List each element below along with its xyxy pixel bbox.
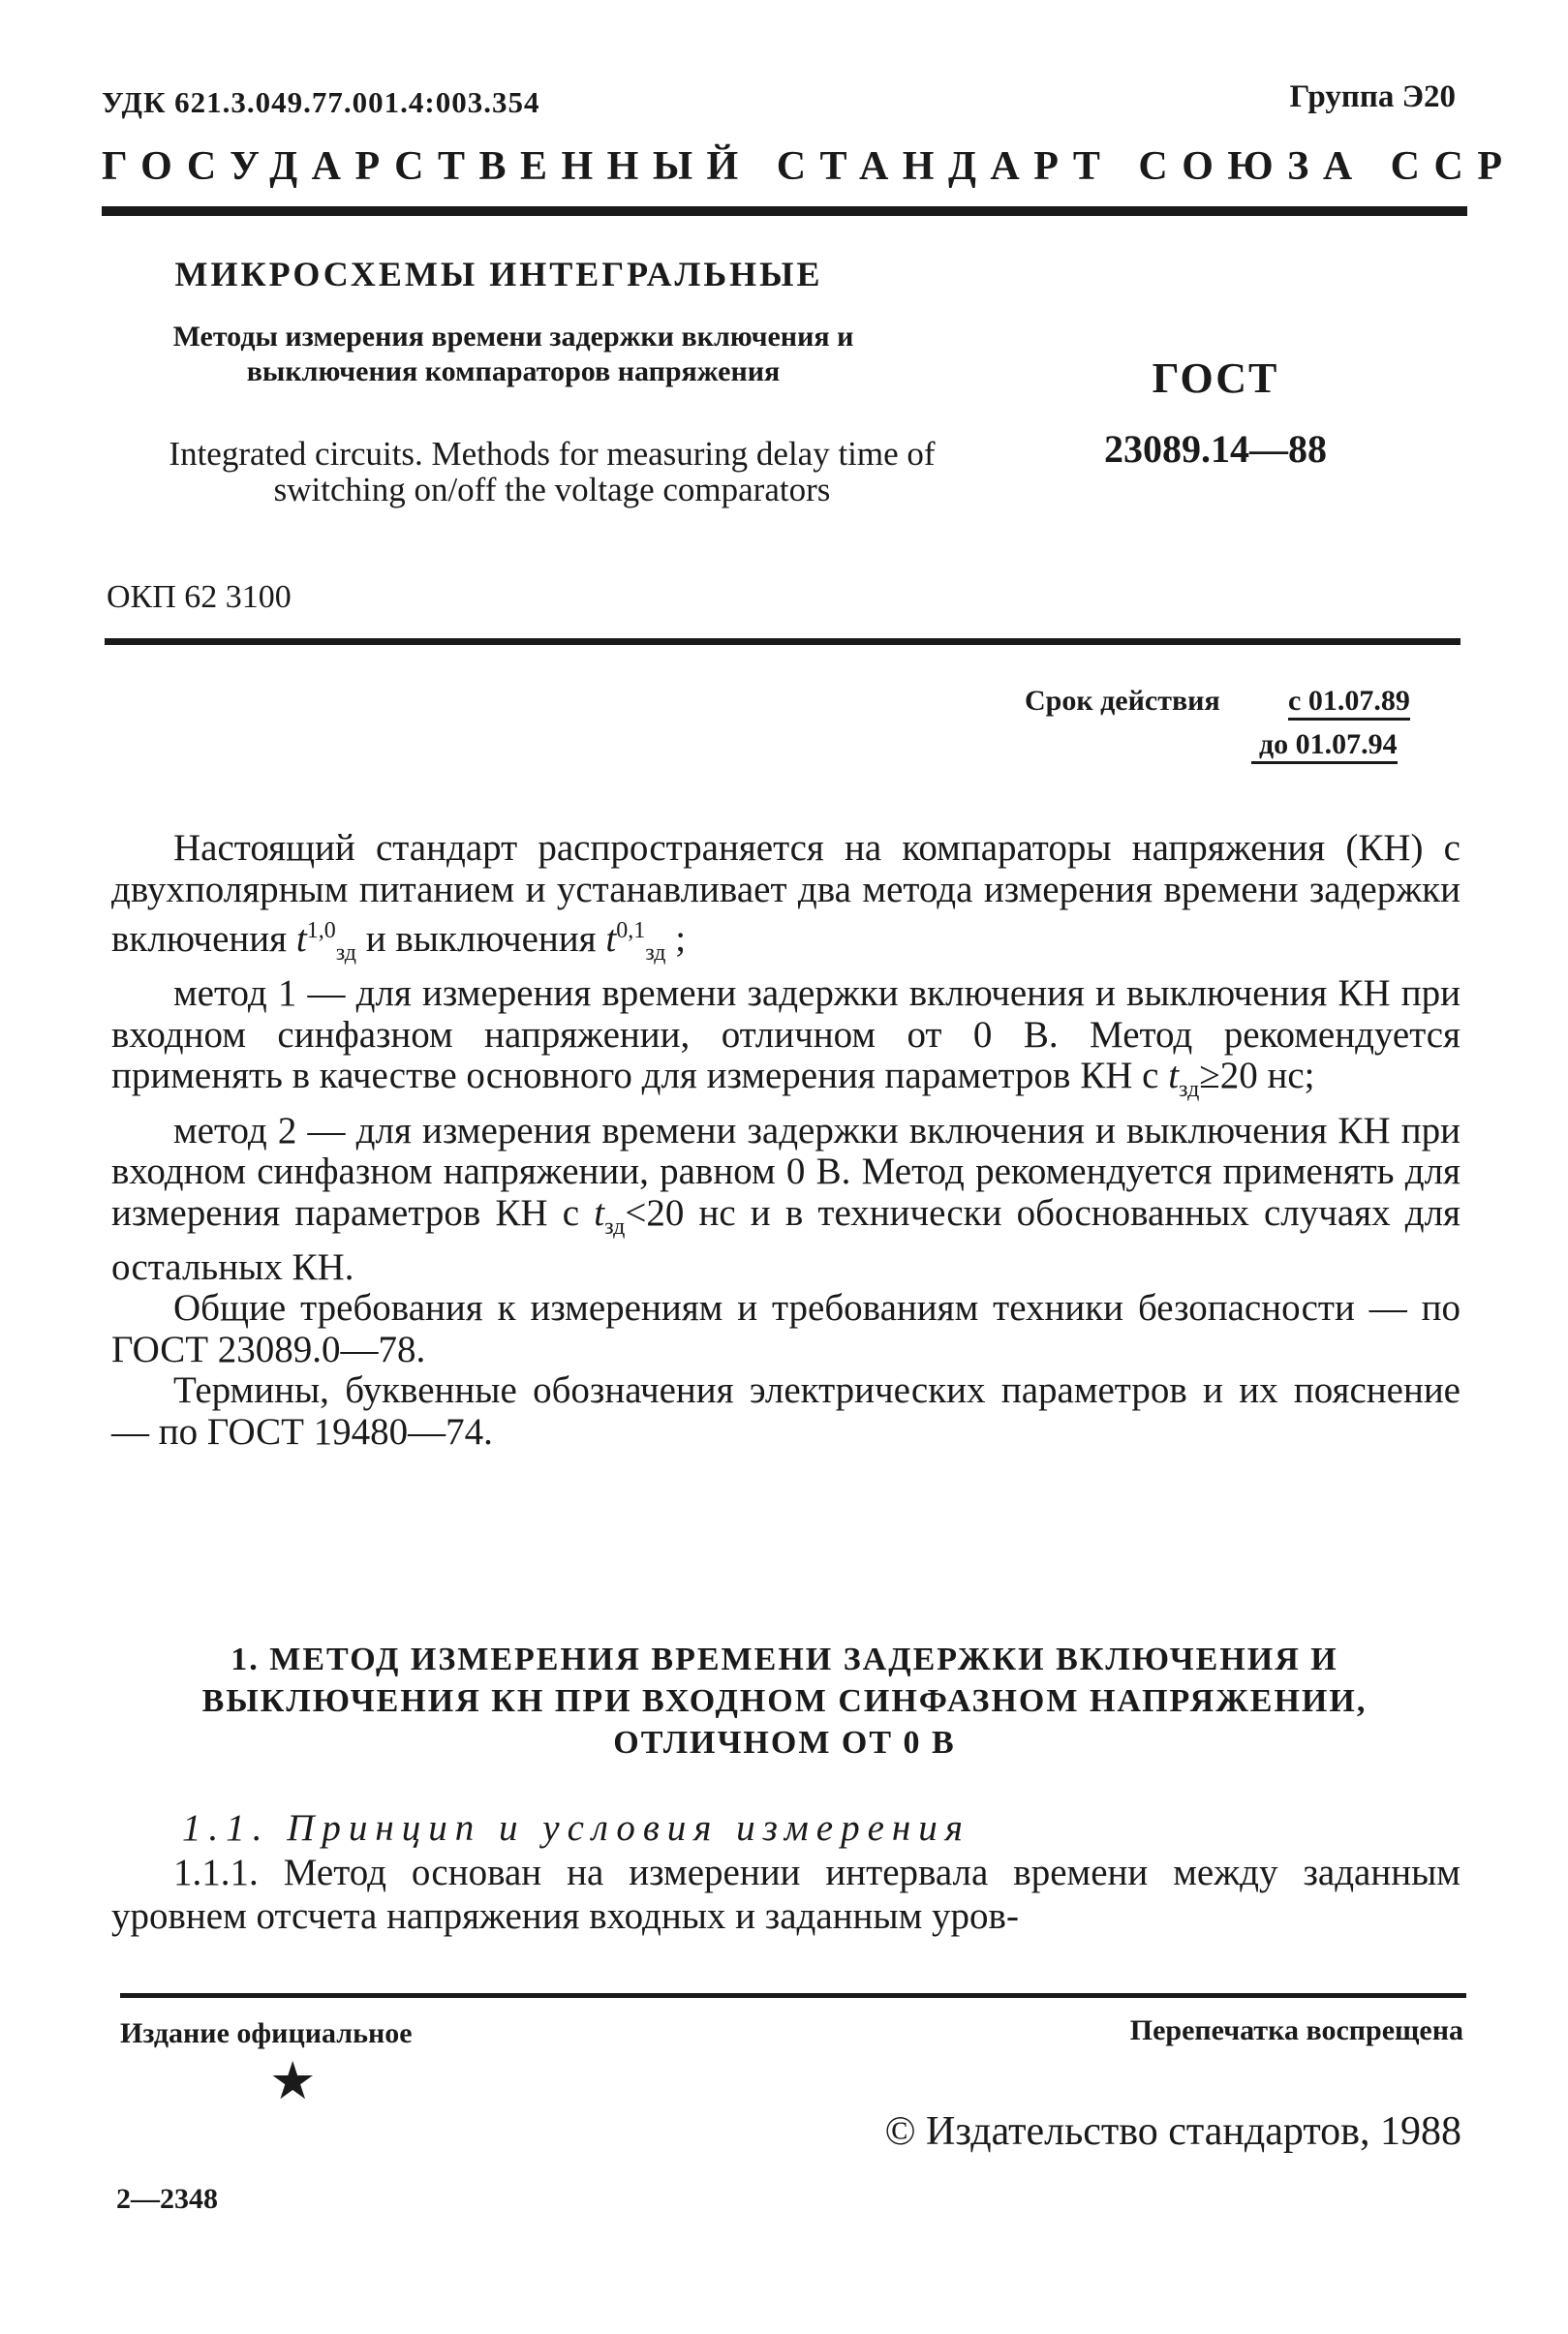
print-code: 2—2348 <box>116 2183 218 2215</box>
group-code: Группа Э20 <box>1289 79 1456 114</box>
footer-rule <box>120 1993 1466 1998</box>
terms-paragraph: Термины, буквенные обозначения электрических параметров и их пояснение — по ГОСТ 19480—74. <box>111 1369 1460 1453</box>
intro-paragraph: Настоящий стандарт распространяется на компараторы напряжения (КН) с двухполярным питанием и устанавливает два метода измерения времени задержки включения $t^{1,0}_{зд}$ и выключения $t^{0,1}_{зд}$ ; <box>111 827 1460 966</box>
method-1-paragraph: метод 1 — для измерения времени задержки включения и выключения КН при входном синфазном напряжении, отличном от 0 В. Метод рекомендуется применять в качестве основного для измерения параметров КН с $t_{зд}\ge 20$ нс; <box>111 972 1460 1103</box>
validity-from: с 01.07.89 <box>1288 685 1410 721</box>
publisher-copyright: © Издательство стандартов, 1988 <box>884 2109 1461 2154</box>
clause-1-1-1 <box>111 1851 1460 1938</box>
state-standard-banner: ГОСУДАРСТВЕННЫЙ СТАНДАРТ СОЮЗА ССР <box>102 144 1517 189</box>
star-icon: ★ <box>269 2052 317 2110</box>
section-1-heading: 1. МЕТОД ИЗМЕРЕНИЯ ВРЕМЕНИ ЗАДЕРЖКИ ВКЛЮЧЕНИЯ И ВЫКЛЮЧЕНИЯ КН ПРИ ВХОДНОМ СИНФАЗНОМ НАПРЯЖЕНИИ, ОТЛИЧНОМ ОТ 0 В <box>201 1642 1368 1761</box>
okp-code: ОКП 62 3100 <box>107 579 292 615</box>
document-title: МИКРОСХЕМЫ ИНТЕГРАЛЬНЫЕ <box>174 255 823 293</box>
requirements-paragraph: Общие требования к измерениям и требованиям техники безопасности — по ГОСТ 23089.0—78. <box>111 1287 1460 1370</box>
clause-1-1-1-text: 1.1.1. Метод основан на измерении интервала времени между заданным уровнем отсчета напряжения входных и заданным уров- <box>111 1852 1460 1937</box>
intro-text <box>111 828 1460 1453</box>
english-title: Integrated circuits. Methods for measuring delay time of switching on/off the voltage comparators <box>169 435 936 508</box>
udk-code: УДК 621.3.049.77.001.4:003.354 <box>102 85 540 119</box>
validity-to: до 01.07.94 <box>1251 728 1398 764</box>
header-rule <box>102 206 1467 216</box>
edition-label: Издание официальное <box>120 2017 413 2049</box>
gost-label: ГОСТ <box>1152 354 1279 402</box>
validity-label: Срок действия <box>1025 685 1220 717</box>
method-2-paragraph: метод 2 — для измерения времени задержки включения и выключения КН при входном синфазном напряжении, равном 0 В. Метод рекомендуется применять для измерения параметров КН с $t_{зд}<20$ нс и в технически обоснованных случаях для остальных КН. <box>111 1109 1460 1288</box>
gost-number: 23089.14—88 <box>1104 427 1327 471</box>
reprint-notice: Перепечатка воспрещена <box>1129 2014 1463 2046</box>
section-1-1-title: 1.1. Принцип и условия измерения <box>182 1807 970 1849</box>
document-subtitle: Методы измерения времени задержки включения и выключения компараторов напряжения <box>172 321 854 387</box>
title-rule <box>105 638 1460 645</box>
